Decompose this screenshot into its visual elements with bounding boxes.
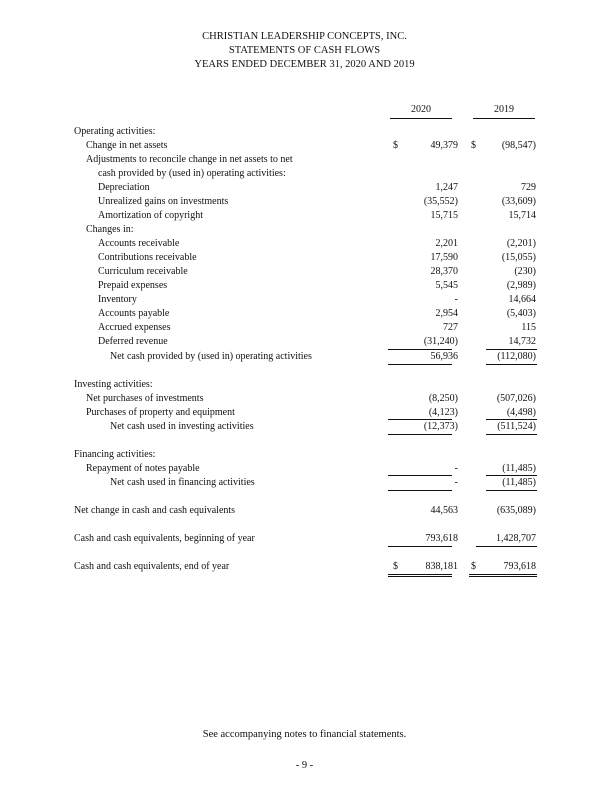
double-rule-bottom — [388, 576, 452, 577]
table-row-net-financing — [0, 476, 609, 489]
table-row-amortization — [0, 209, 609, 222]
row-label: Repayment of notes payable — [86, 463, 200, 474]
value-2019: (2,201) — [506, 238, 536, 249]
value-2020: 17,590 — [430, 252, 458, 263]
value-2020: (8,250) — [428, 393, 458, 404]
table-row-net-investing — [0, 420, 609, 433]
currency-symbol: $ — [471, 561, 476, 572]
column-header-underline — [390, 118, 452, 119]
value-2020: (31,240) — [423, 336, 458, 347]
value-2019: (11,485) — [502, 477, 536, 488]
table-row-repayment-notes — [0, 462, 609, 475]
table-row-beginning-cash — [0, 532, 609, 545]
value-2020: 727 — [443, 322, 458, 333]
table-row-ending-cash — [0, 560, 609, 573]
row-label: Net cash used in financing activities — [110, 477, 255, 488]
text-adjustments-line-1: Adjustments to reconcile change in net assets to net — [86, 154, 293, 165]
table-row-prepaid-expenses — [0, 279, 609, 292]
row-label: Cash and cash equivalents, end of year — [74, 561, 230, 572]
currency-symbol: $ — [471, 140, 476, 151]
row-label: Depreciation — [98, 182, 150, 193]
row-label: Cash and cash equivalents, beginning of year — [74, 533, 255, 544]
value-2019: (15,055) — [501, 252, 536, 263]
value-2020: - — [454, 294, 458, 305]
value-2019: (98,547) — [501, 140, 536, 151]
row-label: Accounts receivable — [98, 238, 180, 249]
company-name: CHRISTIAN LEADERSHIP CONCEPTS, INC. — [202, 31, 407, 42]
double-rule-bottom — [469, 576, 537, 577]
row-label: Net cash used in investing activities — [110, 421, 254, 432]
value-2020: 1,247 — [435, 182, 458, 193]
value-2019: (112,080) — [497, 351, 536, 362]
total-rule — [486, 490, 537, 491]
value-2020: 56,936 — [430, 351, 458, 362]
value-2019: 115 — [521, 322, 536, 333]
table-row-accounts-receivable — [0, 237, 609, 250]
column-header-2020-label: 2020 — [411, 104, 431, 115]
value-2019: (5,403) — [506, 308, 536, 319]
value-2019: 14,664 — [508, 294, 536, 305]
value-2020: 793,618 — [425, 533, 458, 544]
section-heading-operating: Operating activities: — [74, 126, 156, 137]
currency-symbol: $ — [393, 561, 398, 572]
table-row-depreciation — [0, 181, 609, 194]
row-label: Net change in cash and cash equivalents — [74, 505, 236, 516]
column-header-underline — [473, 118, 535, 119]
row-label: Amortization of copyright — [98, 210, 203, 221]
row-label: Curriculum receivable — [98, 266, 188, 277]
subtotal-rule — [476, 546, 537, 547]
row-label: Contributions receivable — [98, 252, 197, 263]
value-2020: 44,563 — [430, 505, 458, 516]
value-2019: 14,732 — [508, 336, 536, 347]
row-label: Accounts payable — [98, 308, 170, 319]
table-row-net-purchases-investments — [0, 392, 609, 405]
row-label: Net cash provided by (used in) operating activities — [110, 351, 312, 362]
table-row-deferred-revenue — [0, 335, 609, 348]
total-rule — [388, 364, 452, 365]
table-row-unrealized-gains — [0, 195, 609, 208]
row-label: Inventory — [98, 294, 137, 305]
total-rule — [388, 490, 452, 491]
table-row-accounts-payable — [0, 307, 609, 320]
value-2019: (11,485) — [502, 463, 536, 474]
row-label: Deferred revenue — [98, 336, 168, 347]
table-row-curriculum-receivable — [0, 265, 609, 278]
value-2019: (507,026) — [496, 393, 536, 404]
double-rule-top — [469, 574, 537, 575]
subtotal-rule — [388, 546, 452, 547]
value-2019: (33,609) — [501, 196, 536, 207]
value-2019: (511,524) — [497, 421, 536, 432]
row-label: Net purchases of investments — [86, 393, 204, 404]
value-2020: (12,373) — [423, 421, 458, 432]
section-heading-investing: Investing activities: — [74, 379, 153, 390]
value-2020: 838,181 — [425, 561, 458, 572]
row-label: Change in net assets — [86, 140, 168, 151]
value-2019: (4,498) — [506, 407, 536, 418]
page-number: - 9 - — [295, 760, 314, 771]
value-2020: 49,379 — [430, 140, 458, 151]
value-2020: (4,123) — [428, 407, 458, 418]
table-row-net-operating — [0, 350, 609, 363]
value-2019: (230) — [514, 266, 536, 277]
value-2019: 1,428,707 — [496, 533, 536, 544]
statement-period: YEARS ENDED DECEMBER 31, 2020 AND 2019 — [194, 59, 415, 70]
total-rule — [486, 434, 537, 435]
total-rule — [388, 434, 452, 435]
row-label: Purchases of property and equipment — [86, 407, 235, 418]
total-rule — [486, 364, 537, 365]
double-rule-top — [388, 574, 452, 575]
table-row-accrued-expenses — [0, 321, 609, 334]
currency-symbol: $ — [393, 140, 398, 151]
table-row-inventory — [0, 293, 609, 306]
text-adjustments-line-2: cash provided by (used in) operating activities: — [98, 168, 286, 179]
table-row-contributions-receivable — [0, 251, 609, 264]
value-2020: (35,552) — [423, 196, 458, 207]
statement-title: STATEMENTS OF CASH FLOWS — [228, 45, 381, 56]
subheading-changes-in: Changes in: — [86, 224, 134, 235]
footer-note: See accompanying notes to financial statements. — [202, 729, 407, 740]
value-2019: 15,714 — [508, 210, 536, 221]
column-header-2020 — [390, 104, 452, 115]
row-label: Prepaid expenses — [98, 280, 168, 291]
value-2020: 5,545 — [435, 280, 458, 291]
value-2019: 793,618 — [503, 561, 536, 572]
row-label: Unrealized gains on investments — [98, 196, 229, 207]
value-2019: (635,089) — [496, 505, 536, 516]
value-2020: 28,370 — [430, 266, 458, 277]
value-2019: (2,989) — [506, 280, 536, 291]
value-2020: 2,954 — [435, 308, 458, 319]
value-2020: - — [454, 477, 458, 488]
value-2020: 15,715 — [430, 210, 458, 221]
table-row-purchases-ppe — [0, 406, 609, 419]
section-heading-financing: Financing activities: — [74, 449, 156, 460]
column-header-2019-label: 2019 — [494, 104, 514, 115]
column-header-2019 — [473, 104, 535, 115]
value-2019: 729 — [521, 182, 536, 193]
value-2020: 2,201 — [435, 238, 458, 249]
row-label: Accrued expenses — [98, 322, 171, 333]
table-row-net-change — [0, 504, 609, 517]
value-2020: - — [454, 463, 458, 474]
table-row-change-net-assets — [0, 139, 609, 152]
